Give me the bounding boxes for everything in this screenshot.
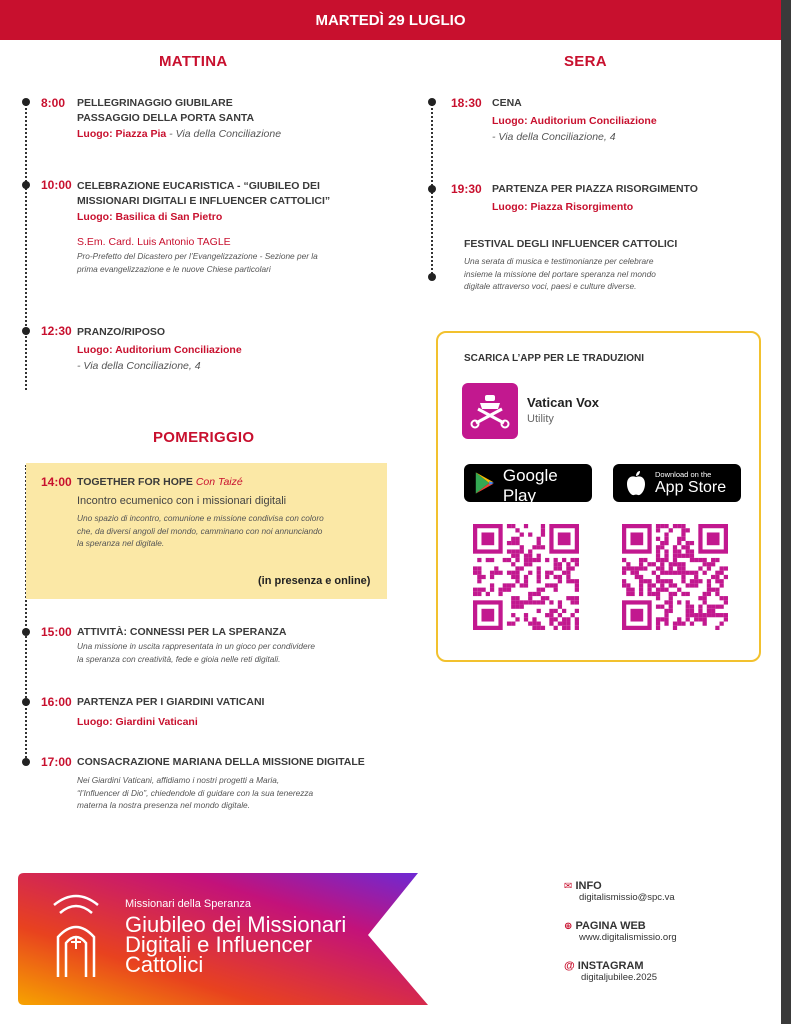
contact-email[interactable]: digitalismissio@spc.va xyxy=(579,892,675,903)
location-address: - Via della Conciliazione xyxy=(166,128,282,140)
app-store-qr-code[interactable] xyxy=(622,524,728,630)
event-time: 17:00 xyxy=(41,755,72,769)
location-name: Luogo: Auditorium Conciliazione xyxy=(492,115,657,127)
event-title: PARTENZA PER PIAZZA RISORGIMENTO xyxy=(492,183,698,195)
event-subtitle: Incontro ecumenico con i missionari digitali xyxy=(77,495,287,507)
event-location xyxy=(492,199,762,215)
contact-instagram-handle[interactable]: digitaljubilee.2025 xyxy=(581,972,658,983)
timeline-dot xyxy=(22,698,30,706)
banner-title-line: Giubileo dei Missionari xyxy=(125,912,347,937)
app-store-button[interactable] xyxy=(613,464,741,502)
event-title: CENA xyxy=(492,97,522,109)
description-line: la speranza con creatività, fede e gioia nelle reti digitali. xyxy=(77,653,281,664)
contact-web xyxy=(564,920,677,943)
mail-icon: ✉ xyxy=(564,881,573,892)
section-morning: MATTINA xyxy=(159,53,228,70)
at-icon: @ xyxy=(564,960,575,972)
event-title: ATTIVITÀ: CONNESSI PER LA SPERANZA xyxy=(77,626,287,638)
event-pellegrinaggio xyxy=(77,96,377,142)
event-title: PASSAGGIO DELLA PORTA SANTA xyxy=(77,112,255,124)
event-celebrazione xyxy=(77,179,382,275)
location-address: - Via della Conciliazione, 4 xyxy=(77,360,201,372)
event-location xyxy=(492,113,752,129)
app-name: Vatican Vox xyxy=(527,395,600,410)
timeline-dot xyxy=(22,628,30,636)
event-time: 18:30 xyxy=(451,96,482,110)
banner-org: Missionari della Speranza xyxy=(125,898,251,910)
description-line: Nei Giardini Vaticani, affidiamo i nostri progetti a Maria, xyxy=(77,775,280,785)
description-line: Una serata di musica e testimonianze per celebrare xyxy=(464,256,654,266)
timeline-dot xyxy=(22,181,30,189)
location-address: - Via della Conciliazione, 4 xyxy=(492,131,616,143)
description-line: insieme la missione del portare speranza nel mondo xyxy=(464,268,656,279)
event-time: 8:00 xyxy=(41,96,66,110)
description-line: Una missione in uscita rappresentata in un gioco per condividere xyxy=(77,641,315,651)
event-time: 19:30 xyxy=(451,182,482,196)
banner-title-line: Digitali e Influencer xyxy=(125,932,313,957)
event-title: TOGETHER FOR HOPE xyxy=(77,476,193,488)
contact-label-row xyxy=(564,880,675,892)
vatican-vox-app-icon[interactable] xyxy=(462,383,518,439)
google-play-label: Google Play xyxy=(502,466,558,505)
location-name: Luogo: Giardini Vaticani xyxy=(77,716,198,728)
contact-label: INSTAGRAM xyxy=(577,960,644,972)
app-store-label: App Store xyxy=(655,478,727,496)
event-time: 14:00 xyxy=(41,475,72,489)
contact-label-row xyxy=(564,920,677,932)
event-mode: (in presenza e online) xyxy=(258,575,371,587)
timeline-dot xyxy=(428,98,436,106)
event-time: 16:00 xyxy=(41,695,72,709)
location-name: Luogo: Piazza Risorgimento xyxy=(492,201,634,213)
app-store-small: Download on the xyxy=(655,469,712,479)
event-title: CONSACRAZIONE MARIANA DELLA MISSIONE DIGITALE xyxy=(77,756,365,768)
header-date: MARTEDÌ 29 LUGLIO xyxy=(315,11,466,29)
timeline-dot xyxy=(428,185,436,193)
timeline-morning xyxy=(25,100,27,390)
event-title: MISSIONARI DIGITALI E INFLUENCER CATTOLICI” xyxy=(77,195,331,207)
contact-info xyxy=(564,880,675,903)
event-consacrazione xyxy=(77,755,382,812)
speaker-name: S.Em. Card. Luis Antonio TAGLE xyxy=(77,236,231,248)
contact-instagram xyxy=(564,960,657,983)
event-partenza-giardini xyxy=(77,695,377,730)
event-location xyxy=(77,342,377,358)
event-location xyxy=(77,126,377,142)
event-location xyxy=(77,714,377,730)
event-description xyxy=(464,255,712,293)
event-cena xyxy=(492,96,752,145)
globe-icon: ⊕ xyxy=(564,921,573,932)
event-time: 12:30 xyxy=(41,324,72,338)
app-download-box xyxy=(436,331,761,662)
event-title: PRANZO/RIPOSO xyxy=(77,326,166,338)
event-attivita xyxy=(77,625,377,665)
app-category: Utility xyxy=(527,413,554,425)
event-title: PELLEGRINAGGIO GIUBILARE xyxy=(77,97,233,109)
timeline-dot xyxy=(22,98,30,106)
event-time: 15:00 xyxy=(41,625,72,639)
event-location-address xyxy=(77,358,377,374)
event-time: 10:00 xyxy=(41,178,72,192)
section-evening: SERA xyxy=(564,53,607,70)
description-line: materna la nostra presenza nel mondo digitale. xyxy=(77,800,250,810)
description-line: Uno spazio di incontro, comunione e missione condivisa con coloro xyxy=(77,513,324,523)
speaker-role: prima evangelizzazione e le nuove Chiese particolari xyxy=(77,263,271,274)
event-title: FESTIVAL DEGLI INFLUENCER CATTOLICI xyxy=(464,238,678,250)
event-description xyxy=(77,512,377,550)
contact-label: PAGINA WEB xyxy=(575,920,646,932)
location-name: Luogo: Auditorium Conciliazione xyxy=(77,344,242,356)
banner-title-line: Cattolici xyxy=(125,952,204,977)
contact-website[interactable]: www.digitalismissio.org xyxy=(579,932,677,943)
keys-icon xyxy=(462,383,518,439)
description-line: la speranza nel digitale. xyxy=(77,538,165,548)
timeline-dot xyxy=(428,273,436,281)
section-afternoon: POMERIGGIO xyxy=(153,429,255,446)
event-title: PARTENZA PER I GIARDINI VATICANI xyxy=(77,696,265,708)
event-together-for-hope xyxy=(77,475,377,550)
description-line: “l’Influencer di Dio”, chiedendole di guidare con la sua tenerezza xyxy=(77,787,314,798)
description-line: digitale attraverso voci, paesi e culture diverse. xyxy=(464,281,637,291)
google-play-icon xyxy=(470,468,499,498)
event-partenza-risorgimento xyxy=(492,182,762,215)
contact-label: INFO xyxy=(575,880,602,892)
description-line: che, da diversi angoli del mondo, camminano con noi annunciando xyxy=(77,525,323,536)
page-edge xyxy=(781,0,791,1024)
google-play-small: GET IT ON xyxy=(502,460,533,466)
event-with: Con Taizé xyxy=(195,476,243,488)
app-box-heading: SCARICA L’APP PER LE TRADUZIONI xyxy=(464,353,645,364)
contact-label-row xyxy=(564,960,657,972)
event-title: CELEBRAZIONE EUCARISTICA - “GIUBILEO DEI xyxy=(77,180,320,192)
speaker-role: Pro-Prefetto del Dicastero per l’Evangelizzazione - Sezione per la xyxy=(77,251,318,261)
event-location-address xyxy=(492,129,752,145)
apple-icon xyxy=(623,468,649,498)
event-festival xyxy=(464,237,712,293)
event-location xyxy=(77,209,382,225)
timeline-dot xyxy=(22,758,30,766)
event-title-row xyxy=(77,475,377,490)
timeline-dot xyxy=(22,327,30,335)
banner-title xyxy=(125,912,347,977)
header-bar xyxy=(0,0,781,40)
google-play-button[interactable] xyxy=(464,460,592,505)
event-description xyxy=(77,774,382,812)
event-pranzo xyxy=(77,325,377,374)
location-name: Luogo: Basilica di San Pietro xyxy=(77,211,223,223)
google-play-qr-code[interactable] xyxy=(473,524,579,630)
location-name: Luogo: Piazza Pia xyxy=(77,128,167,140)
